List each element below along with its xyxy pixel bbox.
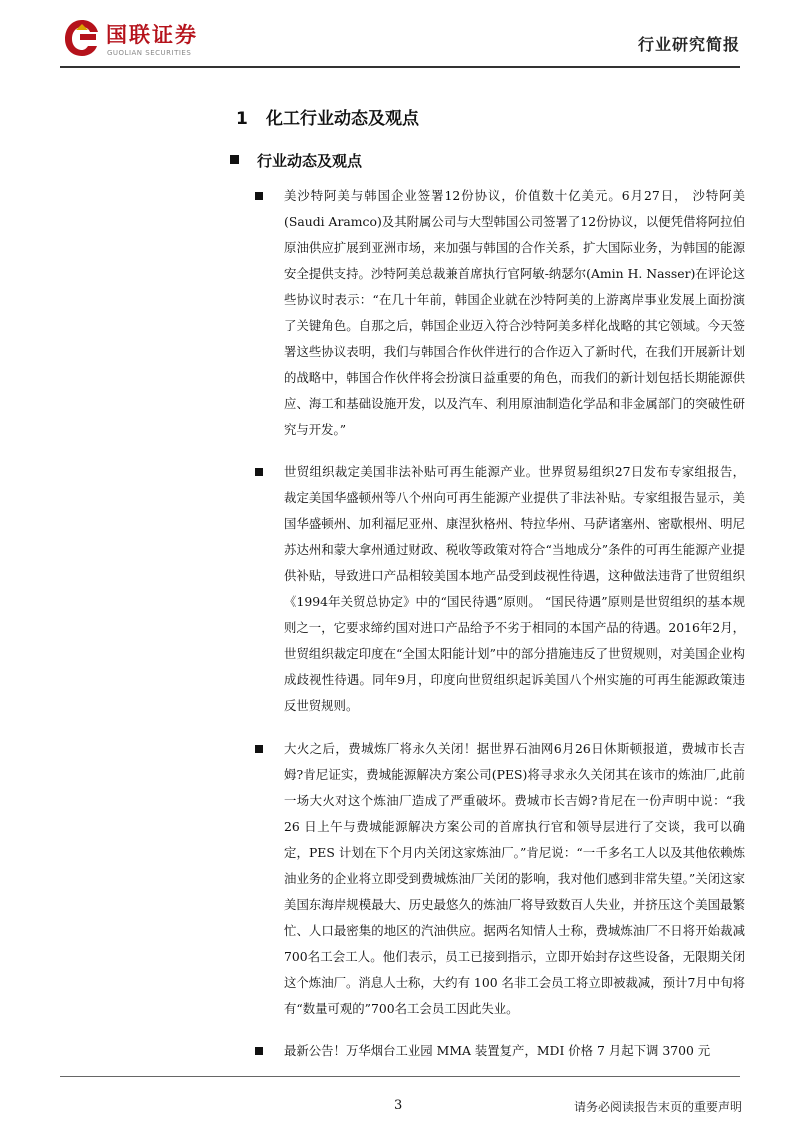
section-heading — [236, 104, 419, 129]
subsection-title: 行业动态及观点 — [257, 152, 363, 170]
document-type: 行业研究简报 — [637, 35, 740, 54]
logo-text-cn: 国联证券 — [106, 23, 198, 47]
paragraph-philadelphia-refinery — [284, 736, 745, 1022]
square-bullet-icon — [255, 192, 263, 200]
paragraph-saudi-aramco — [284, 183, 745, 443]
header-divider — [60, 66, 740, 68]
paragraph-text: 美沙特阿美与韩国企业签署12份协议，价值数十亿美元。6月27日， 沙特阿美(Saudi Aramco)及其附属公司与大型韩国公司签署了12份协议，以便凭借将阿拉伯原油供应扩展到亚洲市场，来加强与韩国的合作关系，扩大国际业务，为韩国的能源安全提供支持。沙特阿美总裁兼首席执行官阿敏-纳瑟尔(Amin H. Nasser)在评论这些协议时表示：“在几十年前，韩国企业就在沙特阿美的上游离岸事业发展上面扮演了关键角色。自那之后，韩国企业迈入符合沙特阿美多样化战略的其它领域。今天签署这些协议表明，我们与韩国合作伙伴进行的合作迈入了新时代，在我们开展新计划的战略中，韩国合作伙伴将会扮演日益重要的角色，而我们的新计划包括长期能源供应、海工和基础设施开发，以及汽车、利用原油制造化学品和非金属部门的突破性研究与开发。” — [284, 188, 745, 437]
section-number: 1 — [236, 109, 248, 129]
square-bullet-icon — [255, 1047, 263, 1055]
page-header — [0, 0, 802, 76]
section-title: 化工行业动态及观点 — [266, 109, 419, 129]
logo-emblem-icon — [62, 16, 102, 60]
square-bullet-icon — [255, 468, 263, 476]
footer-divider — [60, 1076, 740, 1077]
logo-text-en: GUOLIAN SECURITIES — [107, 49, 192, 57]
paragraph-text: 最新公告！万华烟台工业园 MMA 装置复产，MDI 价格 7 月起下调 3700 元 — [284, 1043, 711, 1058]
company-logo — [62, 16, 252, 64]
page-number: 3 — [394, 1098, 403, 1113]
paragraph-wanhua-notice — [284, 1038, 745, 1064]
paragraph-wto-ruling — [284, 459, 745, 719]
paragraph-text: 大火之后，费城炼厂将永久关闭！据世界石油网6月26日休斯顿报道，费城市长吉姆?肯尼证实，费城能源解决方案公司(PES)将寻求永久关闭其在该市的炼油厂,此前一场大火对这个炼油厂造成了严重破坏。费城市长吉姆?肯尼在一份声明中说：“我 26 日上午与费城能源解决方案公司的首席执行官和领导层进行了交谈，我可以确定，PES 计划在下个月内关闭这家炼油厂。”肯尼说：“一千多名工人以及其他依赖炼油业务的企业将立即受到费城炼油厂关闭的影响，我对他们感到非常失望。”关闭这家美国东海岸规模最大、历史最悠久的炼油厂将导致数百人失业，并挤压这个美国最繁忙、人口最密集的地区的汽油供应。据两名知情人士称，费城炼油厂不日将开始裁减700名工会工人。他们表示，员工已接到指示，立即开始封存这些设备，无限期关闭这个炼油厂。消息人士称，大约有 100 名非工会员工将立即被裁减，预计7月中旬将有“数量可观的”700名工会员工因此失业。 — [284, 741, 745, 1016]
subsection-heading — [230, 150, 362, 171]
square-bullet-icon — [230, 155, 239, 164]
footer-disclaimer: 请务必阅读报告末页的重要声明 — [573, 1100, 742, 1114]
paragraph-text: 世贸组织裁定美国非法补贴可再生能源产业。世界贸易组织27日发布专家组报告，裁定美国华盛顿州等八个州向可再生能源产业提供了非法补贴。专家组报告显示，美国华盛顿州、加利福尼亚州、康涅狄格州、特拉华州、马萨诸塞州、密歇根州、明尼苏达州和蒙大拿州通过财政、税收等政策对符合“当地成分”条件的可再生能源产业提供补贴，导致进口产品相较美国本地产品受到歧视性待遇，这种做法违背了世贸组织《1994年关贸总协定》中的“国民待遇”原则。 “国民待遇”原则是世贸组织的基本规则之一，它要求缔约国对进口产品给予不劣于相同的本国产品的待遇。2016年2月，世贸组织裁定印度在“全国太阳能计划”中的部分措施违反了世贸规则，对美国企业构成歧视性待遇。同年9月，印度向世贸组织起诉美国八个州实施的可再生能源政策违反世贸规则。 — [284, 464, 745, 713]
square-bullet-icon — [255, 745, 263, 753]
